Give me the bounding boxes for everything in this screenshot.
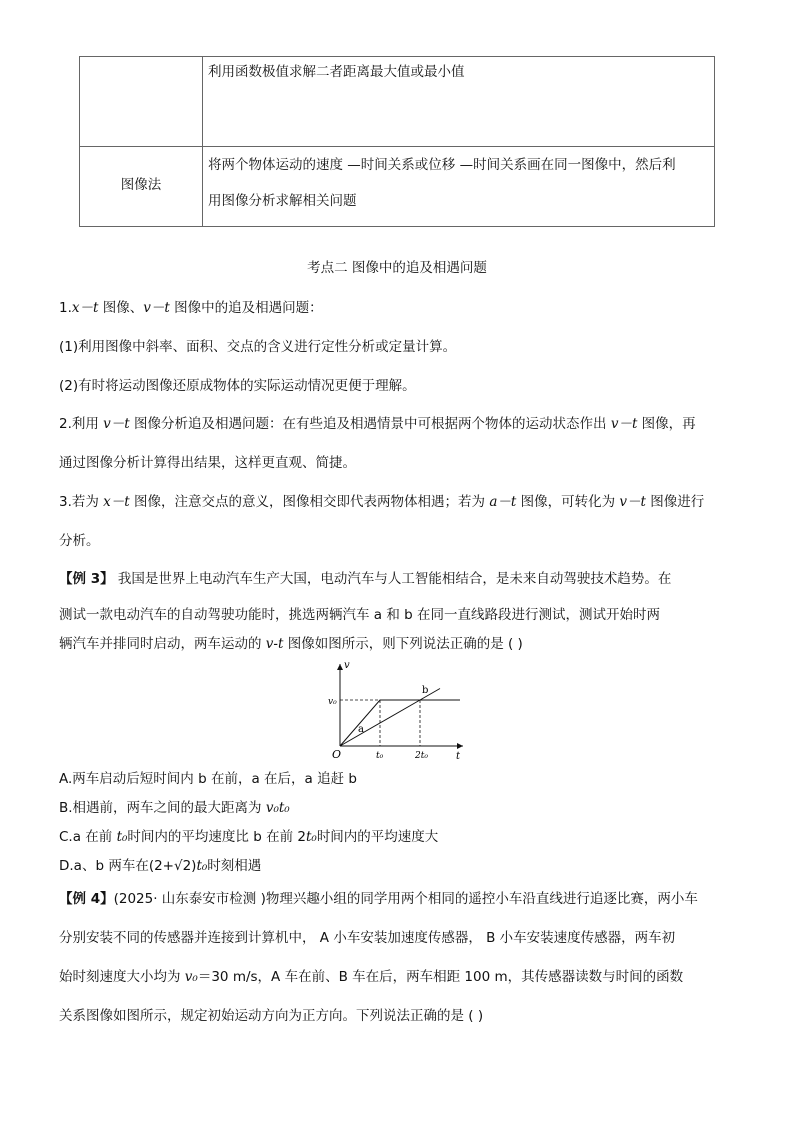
series-label-b: b <box>422 685 429 697</box>
point-2-line2: 通过图像分析计算得出结果，这样更直观、简捷。 <box>59 455 356 471</box>
x-tick-2t0: 2t₀ <box>415 751 428 761</box>
example4-label: 【例 4】 <box>59 891 114 907</box>
point-1b: (2)有时将运动图像还原成物体的实际运动情况更便于理解。 <box>59 378 416 394</box>
example3-label: 【例 3】 <box>59 571 114 587</box>
series-label-a: a <box>358 724 364 736</box>
vt-graph <box>326 658 470 764</box>
point-1a: (1)利用图像中斜率、面积、交点的含义进行定性分析或定量计算。 <box>59 339 457 355</box>
point-1: 1.x－t 图像、v－t 图像中的追及相遇问题： <box>59 300 323 316</box>
method-table <box>79 56 715 227</box>
y-tick-v0: v₀ <box>328 697 337 707</box>
table-row2-content-line1: 将两个物体运动的速度 —时间关系或位移 —时间关系画在同一图像中，然后利 <box>208 157 676 173</box>
y-axis-label: v <box>344 660 350 671</box>
point-3: 3.若为 x－t 图像，注意交点的意义，图像相交即代表两物体相遇；若为 a－t 图像，可转化为 v－t 图像进行 <box>59 494 705 510</box>
table-row1-content: 利用函数极值求解二者距离最大值或最小值 <box>208 64 465 80</box>
example3-line2: 测试一款电动汽车的自动驾驶功能时，挑选两辆汽车 a 和 b 在同一直线路段进行测试，测试开始时两 <box>59 607 661 623</box>
example4-line3: 始时刻速度大小均为 v₀＝30 m/s，A 车在前、B 车在后，两车相距 100 m，其传感器读数与时间的函数 <box>59 969 684 985</box>
example4-line1: 【例 4】(2025· 山东泰安市检测 )物理兴趣小组的同学用两个相同的遥控小车沿直线进行追逐比赛，两小车 <box>59 891 698 907</box>
example3-line1: 【例 3】 我国是世界上电动汽车生产大国，电动汽车与人工智能相结合，是未来自动驾驶技术趋势。在 <box>59 571 672 587</box>
origin-label: O <box>332 748 342 761</box>
series-line-a <box>340 700 460 746</box>
example3-option-c[interactable]: C.a 在前 t₀时间内的平均速度比 b 在前 2t₀时间内的平均速度大 <box>59 829 439 845</box>
point-3-line2: 分析。 <box>59 533 100 549</box>
chart-series <box>340 685 460 746</box>
series-line-b <box>340 689 440 747</box>
point-2: 2.利用 v－t 图像分析追及相遇问题：在有些追及相遇情景中可根据两个物体的运动状态作出 v－t 图像，再 <box>59 416 696 432</box>
example4-line4: 关系图像如图所示，规定初始运动方向为正方向。下列说法正确的是 ( ) <box>59 1008 484 1024</box>
table-row2-content-line2: 用图像分析求解相关问题 <box>208 193 357 209</box>
table-row2-method: 图像法 <box>120 177 162 193</box>
example3-option-d[interactable]: D.a、b 两车在(2+√2)t₀时刻相遇 <box>59 858 262 874</box>
x-tick-t0: t₀ <box>376 751 384 761</box>
x-axis-label: t <box>456 751 461 762</box>
example3-line3: 辆汽车并排同时启动，两车运动的 v-t 图像如图所示，则下列说法正确的是 ( ) <box>59 636 523 652</box>
example3-option-a[interactable]: A.两车启动后短时间内 b 在前，a 在后，a 追赶 b <box>59 771 357 787</box>
example4-line2: 分别安装不同的传感器并连接到计算机中， A 小车安装加速度传感器， B 小车安装速度传感器，两车初 <box>59 930 676 946</box>
example3-option-b[interactable]: B.相遇前，两车之间的最大距离为 v₀t₀ <box>59 800 290 816</box>
section-title: 考点二 图像中的追及相遇问题 <box>307 260 487 276</box>
